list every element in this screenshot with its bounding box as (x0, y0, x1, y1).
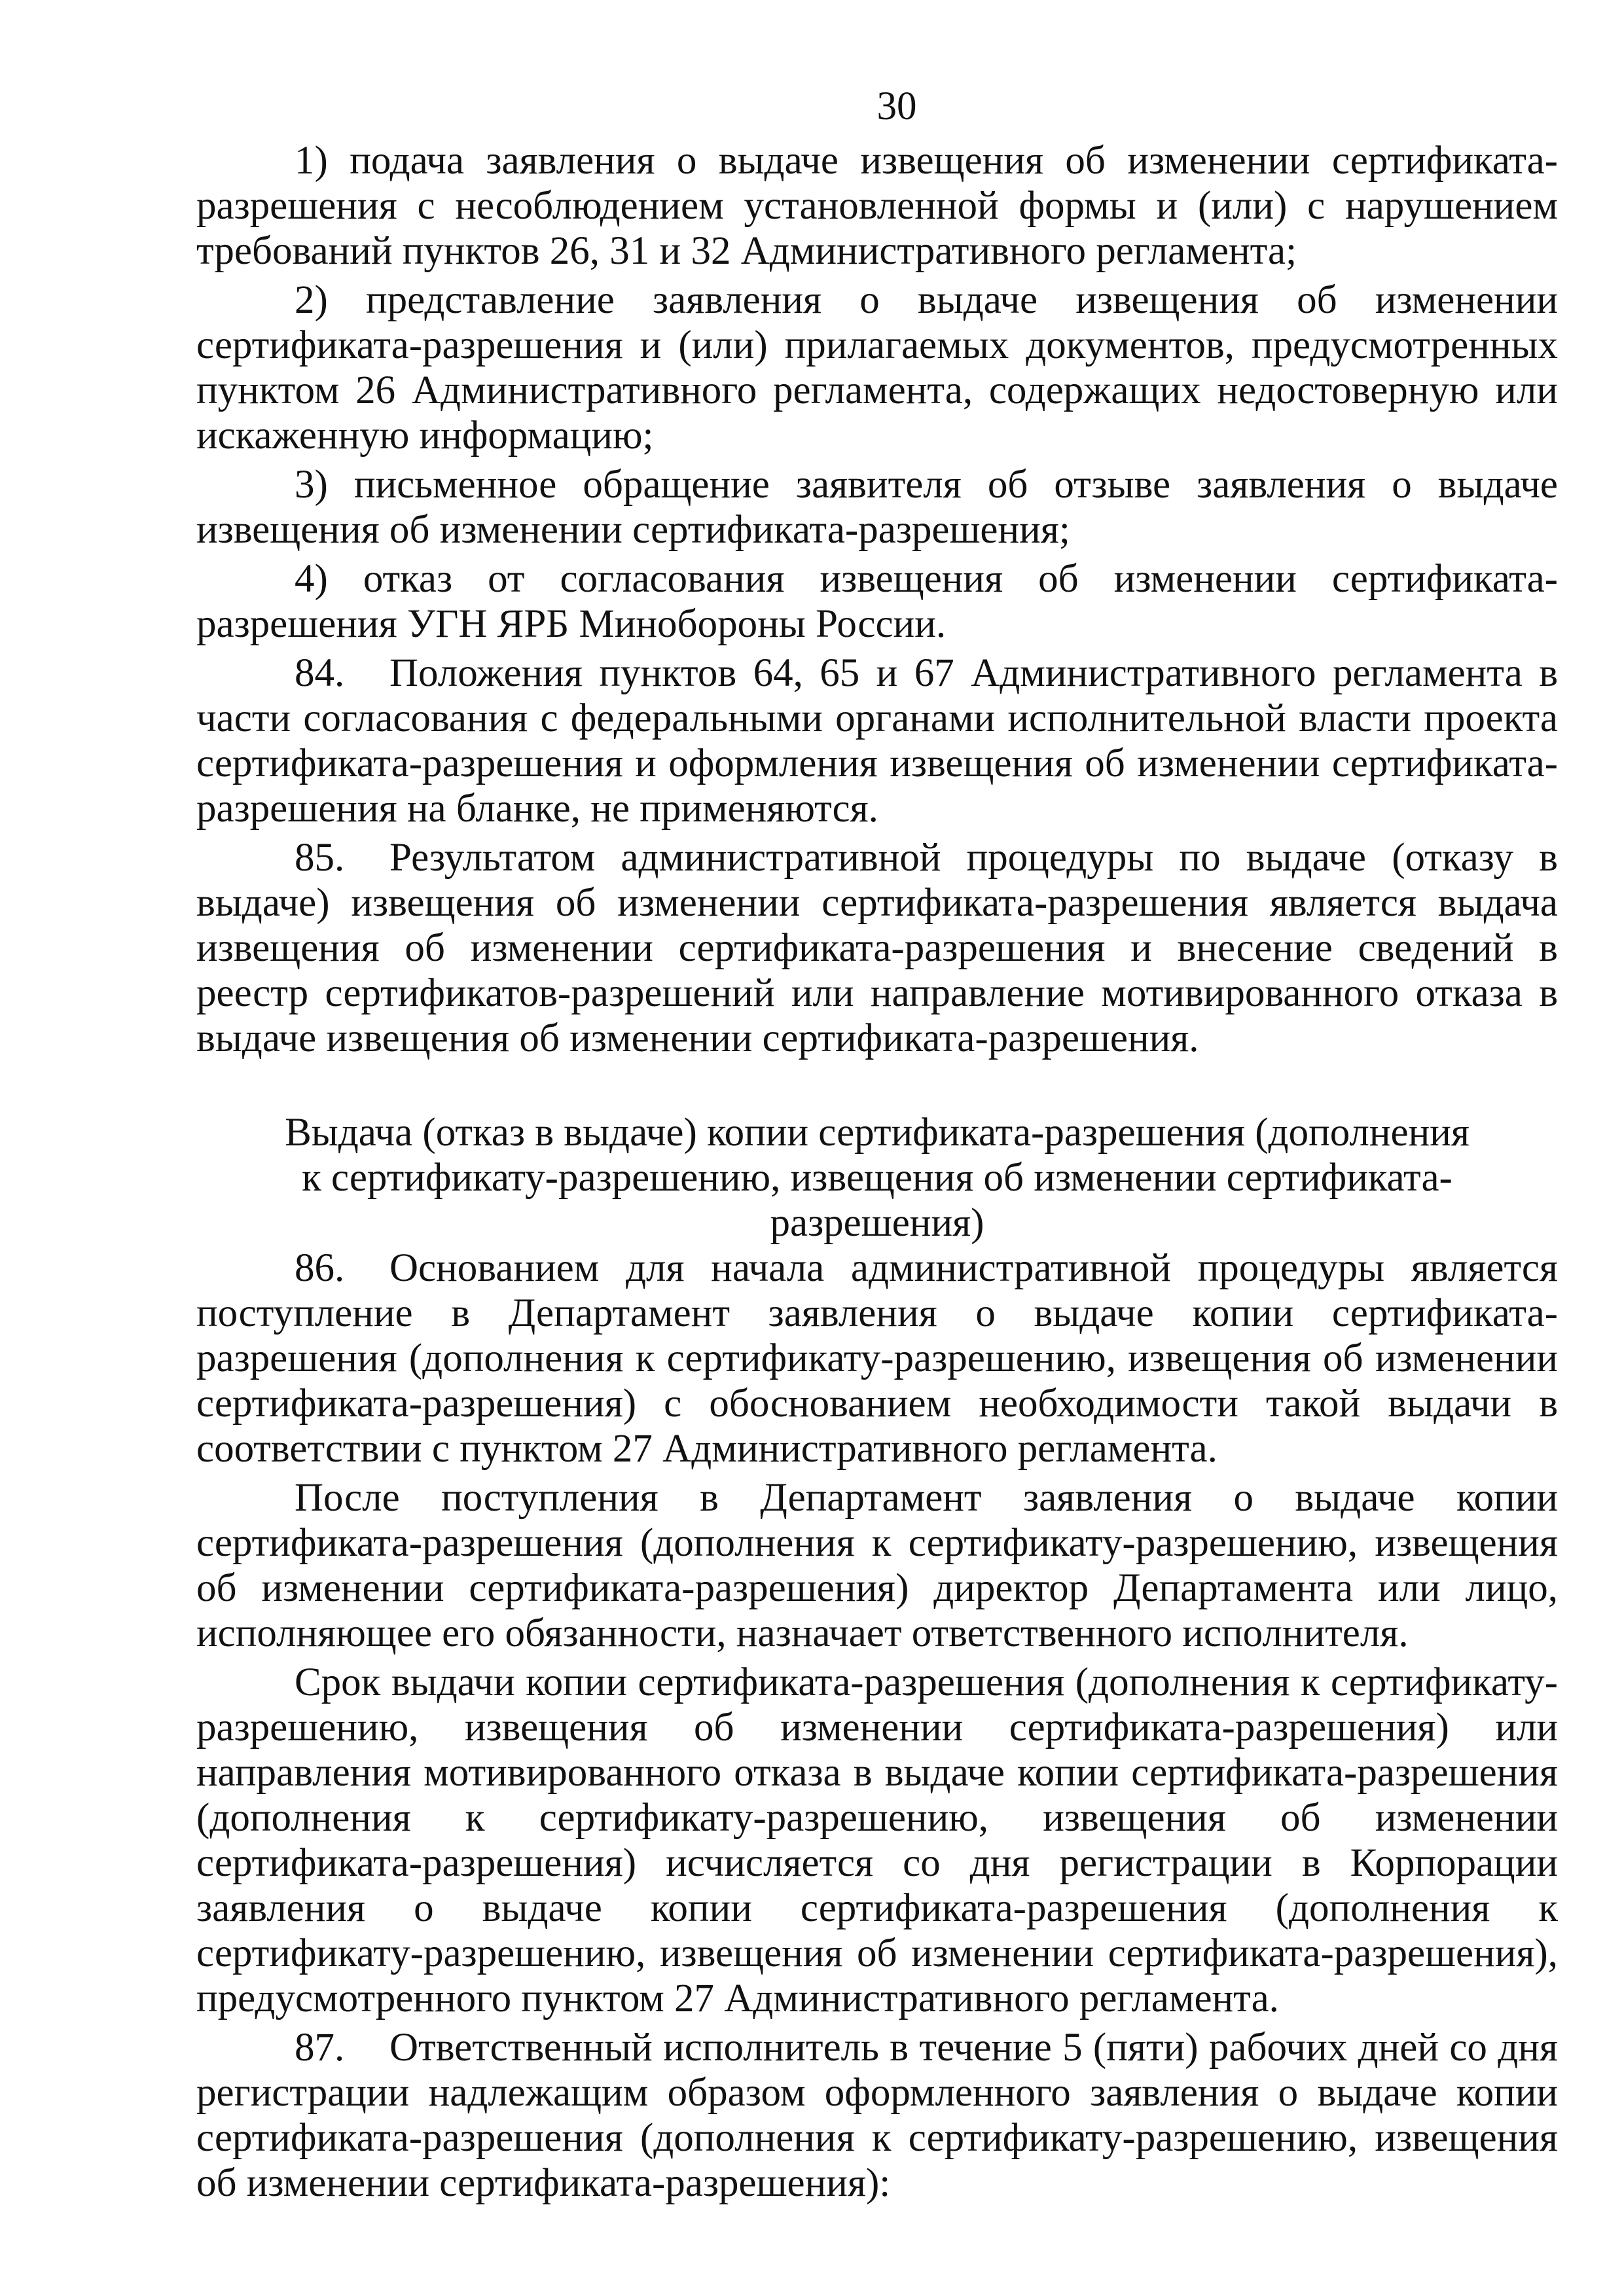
list-item-4: 4) отказ от согласования извещения об изменении сертификата-разрешения УГН ЯРБ Минобороны России. (196, 557, 1558, 646)
paragraph-text: Результатом административной процедуры по выдаче (отказу в выдаче) извещения об изменении сертификата-разрешения является выдача извещения об изменении сертификата-разрешения и внесение сведений в реестр сертификатов-разрешений или направление мотивированного отказа в выдаче извещения об изменении сертификата-разрешения. (196, 836, 1558, 1060)
paragraph-number: 87. (295, 2026, 345, 2070)
paragraph-number: 84. (295, 651, 345, 695)
page-number: 30 (876, 84, 917, 128)
list-item-3: 3) письменное обращение заявителя об отзыве заявления о выдаче извещения об изменении сертификата-разрешения; (196, 463, 1558, 552)
paragraph-text: Ответственный исполнитель в течение 5 (пяти) рабочих дней со дня регистрации надлежащим образом оформленного заявления о выдаче копии сертификата-разрешения (дополнения к сертификату-разрешению, извещения об изменении сертификата-разрешения): (196, 2026, 1558, 2205)
paragraph-text: Положения пунктов 64, 65 и 67 Административного регламента в части согласования с федеральными органами исполнительной власти проекта сертификата-разрешения и оформления извещения об изменении сертификата-разрешения на бланке, не применяются. (196, 651, 1558, 831)
paragraph-after-receipt: После поступления в Департамент заявления о выдаче копии сертификата-разрешения (дополнения к сертификату-разрешению, извещения об изменении сертификата-разрешения) директор Департамента или лицо, исполняющее его обязанности, назначает ответственного исполнителя. (196, 1476, 1558, 1655)
paragraph-85 (196, 835, 1558, 1061)
paragraph-text: Основанием для начала административной процедуры является поступление в Департамент заявления о выдаче копии сертификата-разрешения (дополнения к сертификату-разрешению, извещения об изменении сертификата-разрешения) с обоснованием необходимости такой выдачи в соответствии с пунктом 27 Административного регламента. (196, 1246, 1558, 1471)
paragraph-87 (196, 2025, 1558, 2206)
list-item-1: 1) подача заявления о выдаче извещения об изменении сертификата-разрешения с несоблюдением установленной формы и (или) с нарушением требований пунктов 26, 31 и 32 Административного регламента; (196, 139, 1558, 273)
paragraph-term: Срок выдачи копии сертификата-разрешения (дополнения к сертификату-разрешению, извещения об изменении сертификата-разрешения) или направления мотивированного отказа в выдаче копии сертификата-разрешения (дополнения к сертификату-разрешению, извещения об изменении сертификата-разрешения) исчисляется со дня регистрации в Корпорации заявления о выдаче копии сертификата-разрешения (дополнения к сертификату-разрешению, извещения об изменении сертификата-разрешения), предусмотренного пунктом 27 Административного регламента. (196, 1660, 1558, 2020)
section-heading-line-1: Выдача (отказ в выдаче) копии сертификата-разрешения (дополнения (285, 1111, 1470, 1155)
document-page (196, 0, 1558, 2210)
list-item-2: 2) представление заявления о выдаче извещения об изменении сертификата-разрешения и (или) прилагаемых документов, предусмотренных пунктом 26 Административного регламента, содержащих недостоверную или искаженную информацию; (196, 278, 1558, 457)
section-heading (196, 1110, 1558, 1246)
paragraph-number: 86. (295, 1246, 345, 1290)
paragraph-number: 85. (295, 836, 345, 880)
paragraph-84 (196, 651, 1558, 831)
paragraph-86 (196, 1246, 1558, 1471)
section-heading-line-2: к сертификату-разрешению, извещения об изменении сертификата-разрешения) (302, 1156, 1453, 1245)
